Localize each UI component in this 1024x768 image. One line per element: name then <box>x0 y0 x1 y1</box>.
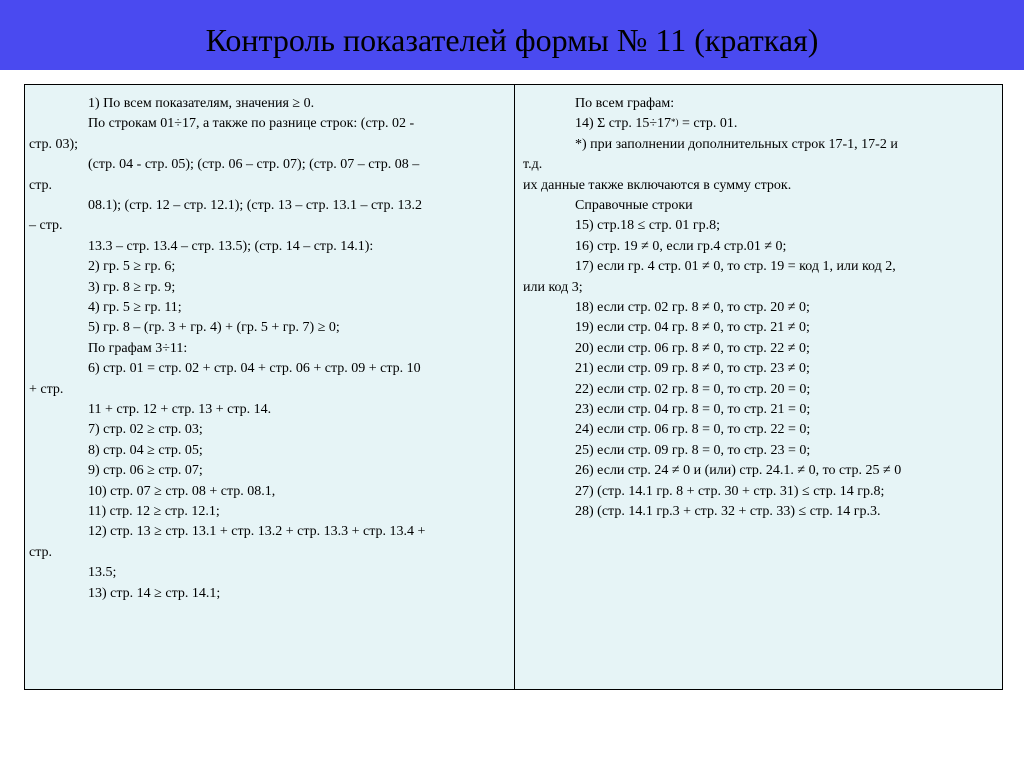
right-column-line: 15) стр.18 ≤ стр. 01 гр.8; <box>575 218 720 234</box>
left-column-line: 11) стр. 12 ≥ стр. 12.1; <box>88 504 220 519</box>
left-column-line: стр. <box>29 544 53 560</box>
right-column-line: 17) если гр. 4 стр. 01 ≠ 0, то стр. 19 = код 1, или код 2, <box>575 259 896 275</box>
left-column-line: (стр. 04 - стр. 05); (стр. 06 – стр. 07); (стр. 07 – стр. 08 – <box>88 157 420 173</box>
right-column-line: 19) если стр. 04 гр. 8 ≠ 0, то стр. 21 ≠ 0; <box>575 320 810 336</box>
right-rules-column <box>515 85 1002 689</box>
rules-table <box>24 84 1003 690</box>
left-column-line: 08.1); (стр. 12 – стр. 12.1); (стр. 13 – стр. 13.1 – стр. 13.2 <box>88 198 422 213</box>
left-column-line: 6) стр. 01 = стр. 02 + стр. 04 + стр. 06 + стр. 09 + стр. 10 <box>88 361 421 377</box>
left-column-line: 2) гр. 5 ≥ гр. 6; <box>88 259 176 275</box>
right-column-line: *) при заполнении дополнительных строк 17-1, 17-2 и <box>575 136 898 152</box>
left-column-line: 8) стр. 04 ≥ стр. 05; <box>88 442 203 458</box>
right-column-line: т.д. <box>523 157 543 173</box>
left-column-line: 7) стр. 02 ≥ стр. 03; <box>88 422 203 438</box>
left-column-line: 3) гр. 8 ≥ гр. 9; <box>88 279 176 295</box>
left-column-line: стр. <box>29 177 53 193</box>
left-column-line: 12) стр. 13 ≥ стр. 13.1 + стр. 13.2 + стр. 13.3 + стр. 13.4 + <box>88 524 426 540</box>
right-column-line: их данные также включаются в сумму строк. <box>523 177 792 193</box>
right-column-line: 23) если стр. 04 гр. 8 = 0, то стр. 21 = 0; <box>575 402 811 417</box>
left-column-line: – стр. <box>29 218 63 234</box>
left-column-line: + стр. <box>29 381 64 397</box>
left-column-line: По графам 3÷11: <box>88 340 188 356</box>
right-column-line: 27) (стр. 14.1 гр. 8 + стр. 30 + стр. 31) ≤ стр. 14 гр.8; <box>575 483 885 499</box>
left-column-line: 11 + стр. 12 + стр. 13 + стр. 14. <box>88 402 272 417</box>
left-column-line: 1) По всем показателям, значения ≥ 0. <box>88 96 315 111</box>
right-column-line: По всем графам: <box>575 96 675 111</box>
right-column-line: 20) если стр. 06 гр. 8 ≠ 0, то стр. 22 ≠ 0; <box>575 340 810 356</box>
left-column-line: 9) стр. 06 ≥ стр. 07; <box>88 463 203 479</box>
left-column-line: По строкам 01÷17, а также по разнице строк: (стр. 02 - <box>88 116 415 132</box>
right-column-line: 16) стр. 19 ≠ 0, если гр.4 стр.01 ≠ 0; <box>575 238 787 254</box>
left-rules-column <box>25 85 515 689</box>
right-column-line: 25) если стр. 09 гр. 8 = 0, то стр. 23 = 0; <box>575 442 811 458</box>
left-column-line: 13.5; <box>88 565 117 581</box>
right-column-line: 14) Σ стр. 15÷17*) = стр. 01. <box>575 116 738 132</box>
left-column-line: 13.3 – стр. 13.4 – стр. 13.5); (стр. 14 – стр. 14.1): <box>88 238 374 254</box>
page-title: Контроль показателей формы № 11 (краткая) <box>205 22 819 58</box>
right-column-line: 24) если стр. 06 гр. 8 = 0, то стр. 22 = 0; <box>575 422 811 438</box>
right-column-line: 22) если стр. 02 гр. 8 = 0, то стр. 20 = 0; <box>575 381 811 397</box>
right-column-line: 21) если стр. 09 гр. 8 ≠ 0, то стр. 23 ≠ 0; <box>575 361 810 377</box>
right-column-line: 28) (стр. 14.1 гр.3 + стр. 32 + стр. 33) ≤ стр. 14 гр.3. <box>575 504 881 519</box>
left-column-line: 4) гр. 5 ≥ гр. 11; <box>88 300 182 315</box>
left-column-line: 10) стр. 07 ≥ стр. 08 + стр. 08.1, <box>88 483 276 499</box>
right-column-line: или код 3; <box>523 279 583 295</box>
left-column-line: 13) стр. 14 ≥ стр. 14.1; <box>88 585 221 601</box>
right-column-line: 18) если стр. 02 гр. 8 ≠ 0, то стр. 20 ≠ 0; <box>575 300 810 315</box>
left-column-line: стр. 03); <box>29 136 79 152</box>
right-column-line: Справочные строки <box>575 198 693 213</box>
left-column-line: 5) гр. 8 – (гр. 3 + гр. 4) + (гр. 5 + гр. 7) ≥ 0; <box>88 320 340 336</box>
right-column-line: 26) если стр. 24 ≠ 0 и (или) стр. 24.1. ≠ 0, то стр. 25 ≠ 0 <box>575 463 902 479</box>
